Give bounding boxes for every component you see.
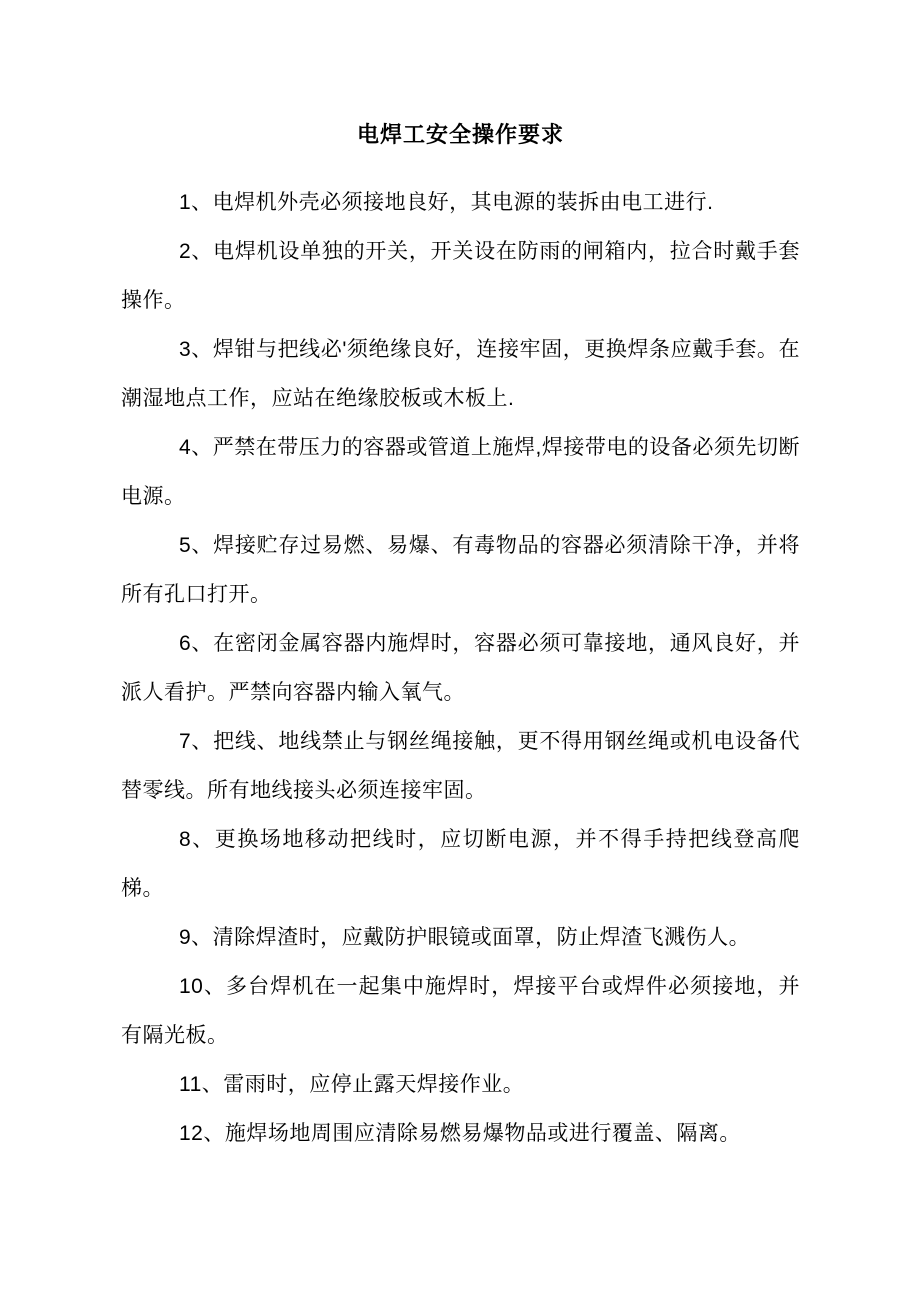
paragraph-item-8: 8、更换场地移动把线时，应切断电源，并不得手持把线登高爬梯。 xyxy=(121,828,800,900)
paragraph-item-2: 2、电焊机设单独的开关，开关设在防雨的闸箱内，拉合时戴手套操作。 xyxy=(121,240,800,312)
paragraph-item-7: 7、把线、地线禁止与钢丝绳接触，更不得用钢丝绳或机电设备代替零线。所有地线接头必须连接牢固。 xyxy=(121,730,800,802)
paragraph-item-1: 1、电焊机外壳必须接地良好，其电源的装拆由电工进行. xyxy=(179,191,714,214)
document-body xyxy=(121,178,800,1158)
document-title: 电焊工安全操作要求 xyxy=(356,122,564,147)
paragraph-item-5: 5、焊接贮存过易燃、易爆、有毒物品的容器必须清除干净，并将所有孔口打开。 xyxy=(121,534,800,606)
paragraph-item-6: 6、在密闭金属容器内施焊时，容器必须可靠接地，通风良好，并派人看护。严禁向容器内输入氧气。 xyxy=(121,632,800,704)
paragraph-item-4: 4、严禁在带压力的容器或管道上施焊,焊接带电的设备必须先切断电源。 xyxy=(121,436,800,508)
paragraph-item-10: 10、多台焊机在一起集中施焊时，焊接平台或焊件必须接地，并有隔光板。 xyxy=(121,975,800,1047)
paragraph-item-11: 11、雷雨时，应停止露天焊接作业。 xyxy=(179,1073,525,1096)
paragraph-item-3: 3、焊钳与把线必'须绝缘良好，连接牢固，更换焊条应戴手套。在潮湿地点工作，应站在绝缘胶板或木板上. xyxy=(121,338,800,410)
paragraph-item-9: 9、清除焊渣时，应戴防护眼镜或面罩，防止焊渣飞溅伤人。 xyxy=(179,926,751,949)
paragraph-item-12: 12、施焊场地周围应清除易燃易爆物品或进行覆盖、隔离。 xyxy=(179,1122,741,1145)
